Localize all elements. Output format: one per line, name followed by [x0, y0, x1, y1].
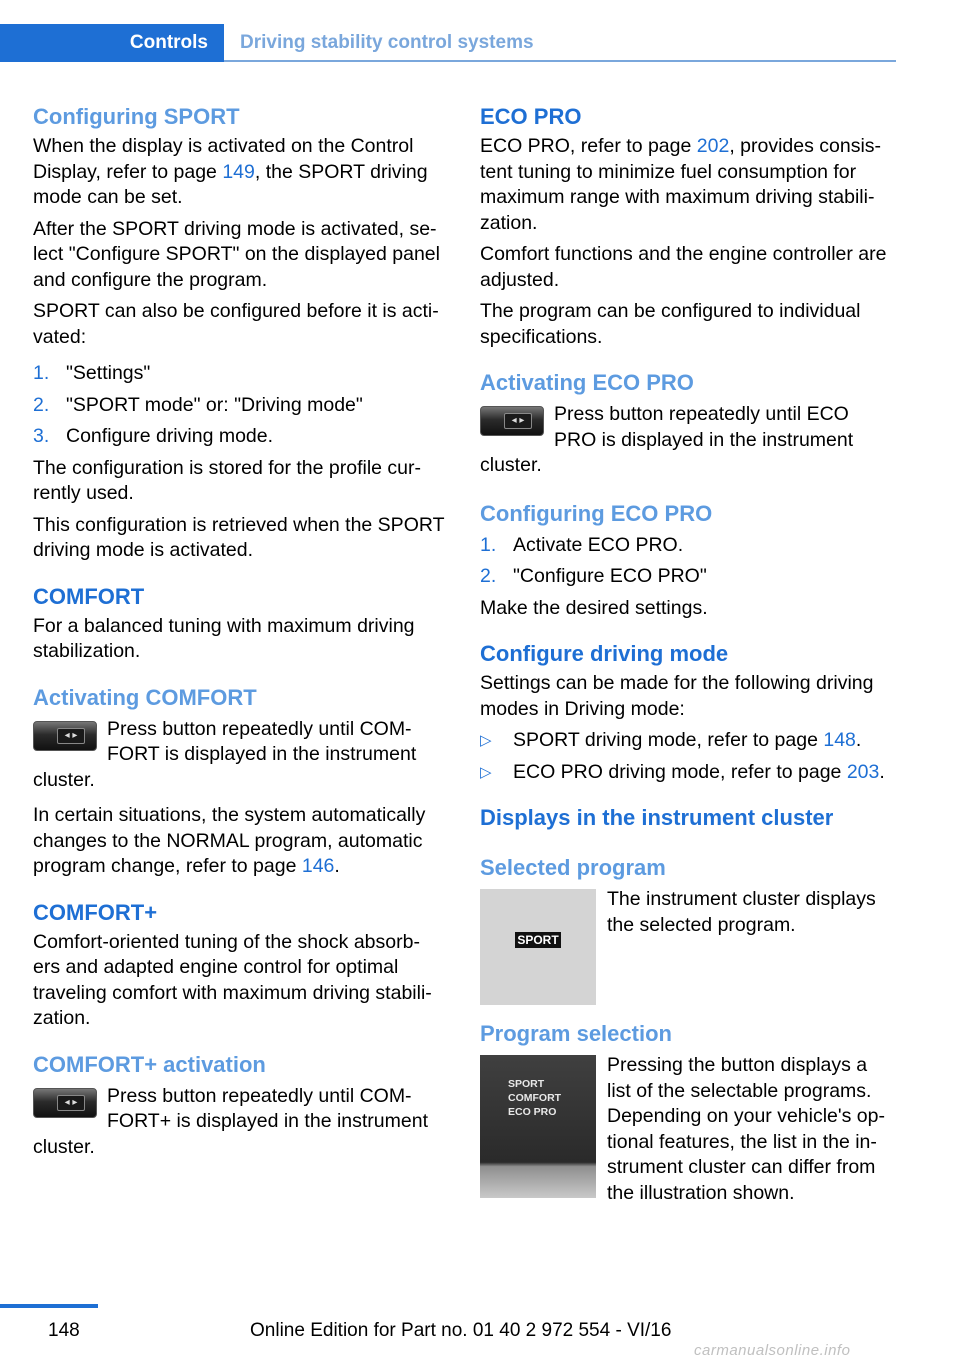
- paragraph: Comfort functions and the engine controller are adjusted.: [480, 243, 887, 291]
- left-column: [33, 104, 447, 1160]
- instrument-cluster-sport-image: [480, 889, 596, 1005]
- watermark: carmanualsonline.info: [694, 1342, 851, 1359]
- triangle-bullet-icon: ▷: [480, 732, 492, 749]
- paragraph: Comfort-oriented tuning of the shock absorb-ers and adapted engine control for optimal traveling comfort with maximum driving stabili-zation.: [33, 930, 432, 1029]
- running-header: [0, 24, 896, 62]
- list-item: ▷ ECO PRO driving mode, refer to page 203.: [480, 760, 896, 786]
- program-list-item: COMFORT: [508, 1092, 562, 1104]
- page-number: 148: [48, 1320, 80, 1341]
- heading-displays-instrument-cluster: Displays in the instrument cluster: [480, 805, 834, 830]
- page-link-202[interactable]: 202: [696, 135, 730, 157]
- paragraph: When the display is activated on the Control Display, refer to page 149, the SPORT driving mode can be set.: [33, 135, 428, 208]
- section-title: Driving stability control systems: [240, 32, 534, 54]
- paragraph: Settings can be made for the following driving modes in Driving mode:: [480, 672, 874, 720]
- heading-activating-comfort: Activating COMFORT: [33, 684, 257, 710]
- right-column: [480, 104, 896, 1206]
- heading-configuring-sport: Configuring SPORT: [33, 104, 240, 129]
- driving-mode-button-icon: ◂ ▸: [33, 1088, 97, 1118]
- display-illustration-block: SPORT The instrument cluster displays the selected program.: [480, 887, 896, 1013]
- heading-selected-program: Selected program: [480, 855, 666, 880]
- driving-mode-button-icon: ◂ ▸: [480, 406, 544, 436]
- heading-configuring-eco-pro: Configuring ECO PRO: [480, 500, 713, 526]
- list-item: 1. "Settings": [33, 362, 151, 384]
- paragraph: After the SPORT driving mode is activated, se-lect "Configure SPORT" on the displayed panel and configure the program.: [33, 217, 440, 291]
- paragraph: ECO PRO, refer to page 202, provides consis-tent tuning to minimize fuel consumption for maximum range with maximum driving stabili-zation.: [480, 135, 882, 234]
- heading-configure-driving-mode: Configure driving mode: [480, 641, 729, 666]
- paragraph: The program can be configured to individual specifications.: [480, 300, 861, 348]
- chapter-tab: Controls: [0, 24, 224, 62]
- list-item: 2. "Configure ECO PRO": [480, 565, 707, 587]
- program-list-item: SPORT: [508, 1078, 545, 1090]
- button-instruction: ◂ ▸ Press button repeatedly until ECO PRO is displayed in the instrument cluster.: [480, 403, 854, 476]
- driving-mode-button-icon: ◂ ▸: [33, 721, 97, 751]
- button-instruction: ◂ ▸ Press button repeatedly until COM-FORT+ is displayed in the instrument cluster.: [33, 1084, 428, 1158]
- heading-comfort-plus-activation: COMFORT+ activation: [33, 1051, 266, 1077]
- paragraph: Make the desired settings.: [480, 596, 708, 619]
- heading-eco-pro: ECO PRO: [480, 104, 582, 129]
- instrument-cluster-program-list-image: [480, 1055, 596, 1198]
- paragraph: SPORT can also be configured before it is acti-vated:: [33, 300, 439, 348]
- paragraph: The configuration is stored for the profile cur-rently used.: [33, 456, 422, 504]
- display-illustration-block: SPORT COMFORT ECO PRO Pressing the button displays a list of the selectable programs. Depending on your vehicle's op-tional features, the list in the in-strument cluster can differ from the illustration shown.: [480, 1053, 896, 1206]
- list-item: 3. Configure driving mode.: [33, 425, 274, 447]
- paragraph: This configuration is retrieved when the SPORT driving mode is activated.: [33, 513, 445, 561]
- paragraph: In certain situations, the system automatically changes to the NORMAL program, automatic program change, refer to page 146.: [33, 804, 426, 877]
- heading-program-selection: Program selection: [480, 1021, 672, 1046]
- page-link-148[interactable]: 148: [823, 729, 856, 751]
- page-link-146[interactable]: 146: [301, 855, 335, 877]
- heading-activating-eco-pro: Activating ECO PRO: [480, 370, 694, 395]
- page-link-149[interactable]: 149: [222, 160, 255, 183]
- edition-info: Online Edition for Part no. 01 40 2 972 554 - VI/16: [250, 1320, 672, 1341]
- button-instruction: ◂ ▸ Press button repeatedly until COM-FORT is displayed in the instrument cluster.: [33, 717, 417, 791]
- footer-rule: [0, 1304, 98, 1308]
- list-item: 2. "SPORT mode" or: "Driving mode": [33, 393, 363, 416]
- program-list-item: ECO PRO: [508, 1106, 557, 1118]
- heading-comfort-plus: COMFORT+: [33, 899, 158, 925]
- heading-comfort: COMFORT: [33, 583, 145, 609]
- triangle-bullet-icon: ▷: [480, 763, 492, 781]
- page-link-203[interactable]: 203: [846, 760, 880, 783]
- header-rule: [224, 60, 896, 62]
- list-item: 1. Activate ECO PRO.: [480, 533, 684, 556]
- sport-badge: SPORT: [515, 932, 561, 948]
- list-item: ▷ SPORT driving mode, refer to page 148.: [480, 728, 896, 754]
- paragraph: For a balanced tuning with maximum driving stabilization.: [33, 614, 415, 662]
